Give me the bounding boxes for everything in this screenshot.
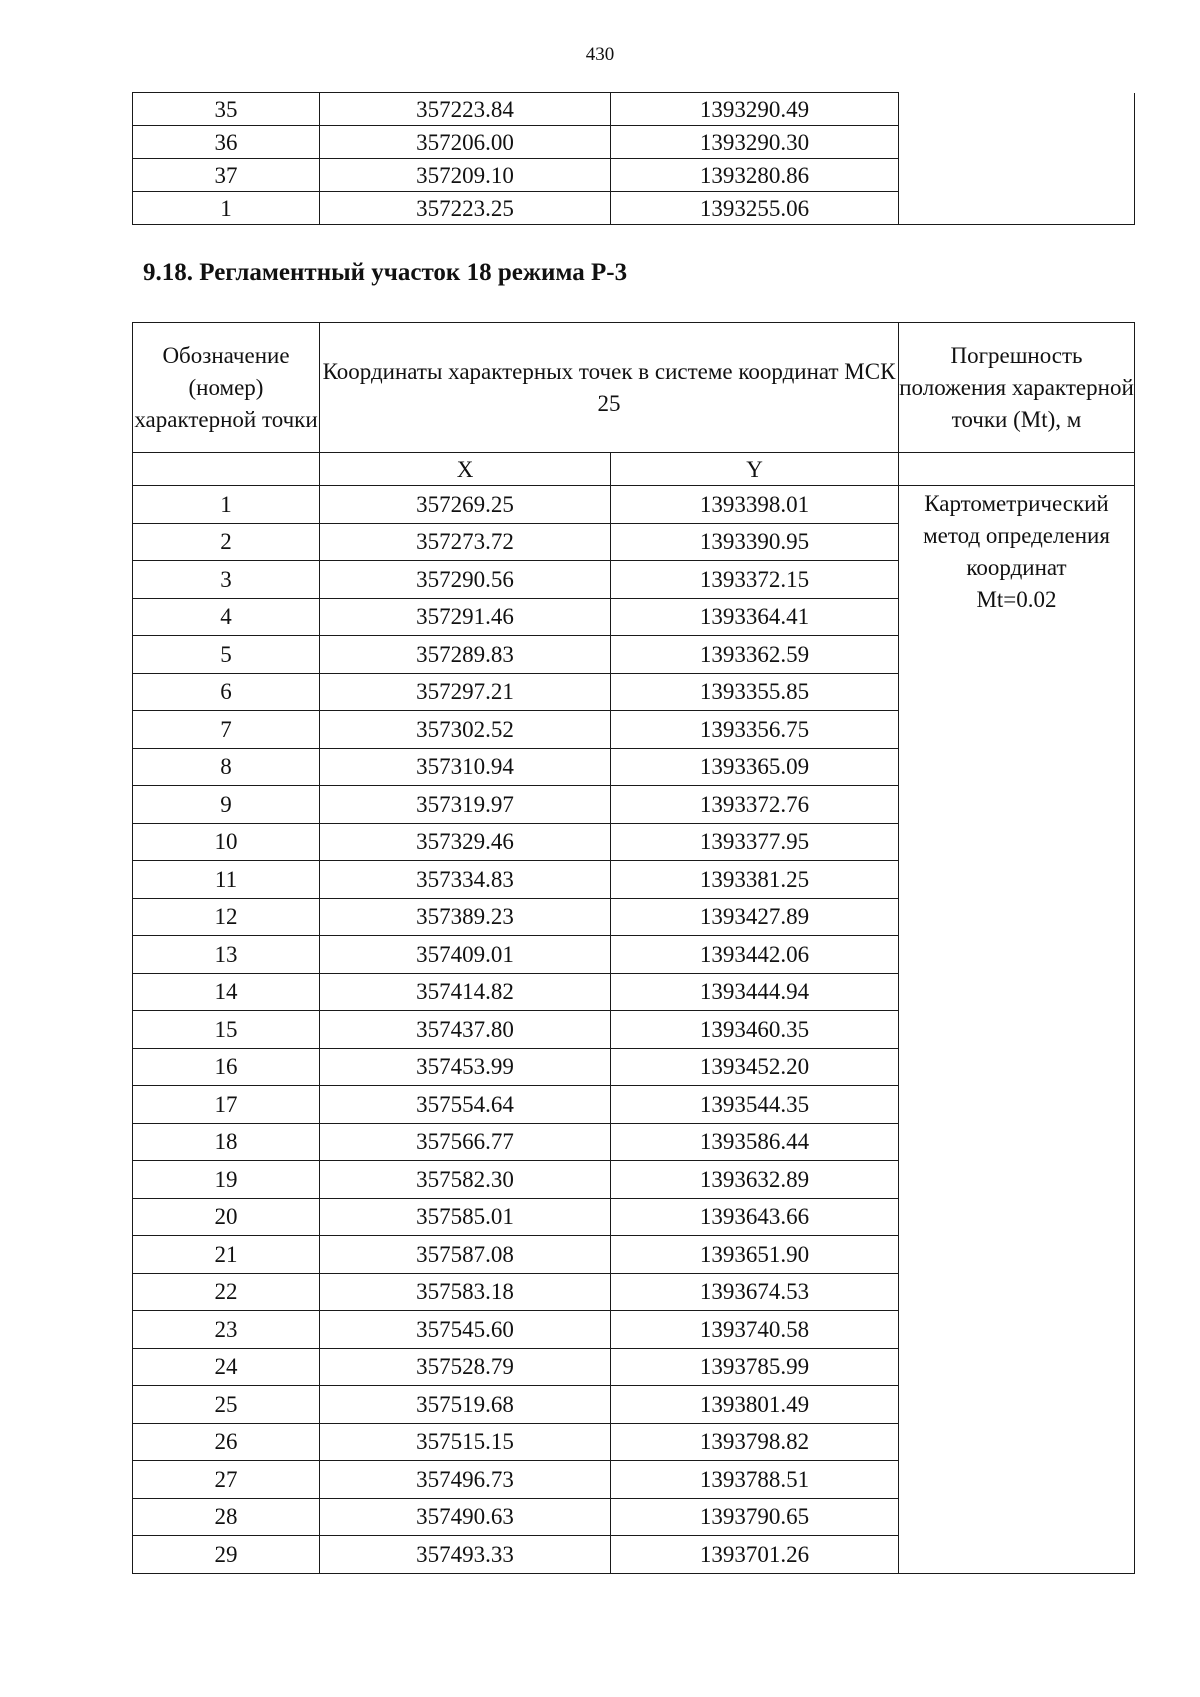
x-coordinate: 357490.63 — [320, 1498, 611, 1536]
x-coordinate: 357291.46 — [320, 598, 611, 636]
y-coordinate: 1393372.76 — [611, 786, 899, 824]
x-coordinate: 357223.25 — [320, 192, 611, 225]
column-y-label: Y — [611, 453, 899, 486]
y-coordinate: 1393544.35 — [611, 1086, 899, 1124]
x-coordinate: 357269.25 — [320, 486, 611, 524]
y-coordinate: 1393356.75 — [611, 711, 899, 749]
y-coordinate: 1393390.95 — [611, 523, 899, 561]
x-coordinate: 357585.01 — [320, 1198, 611, 1236]
y-coordinate: 1393381.25 — [611, 861, 899, 899]
point-number: 14 — [133, 973, 320, 1011]
error-text-line: Картометрический — [924, 491, 1109, 516]
x-coordinate: 357496.73 — [320, 1461, 611, 1499]
x-coordinate: 357566.77 — [320, 1123, 611, 1161]
table-row — [133, 486, 1135, 524]
y-coordinate: 1393801.49 — [611, 1386, 899, 1424]
x-coordinate: 357414.82 — [320, 973, 611, 1011]
y-coordinate: 1393586.44 — [611, 1123, 899, 1161]
x-coordinate: 357290.56 — [320, 561, 611, 599]
point-number: 28 — [133, 1498, 320, 1536]
point-number: 20 — [133, 1198, 320, 1236]
subheader-empty-cell — [133, 453, 320, 486]
y-coordinate: 1393651.90 — [611, 1236, 899, 1274]
point-number: 13 — [133, 936, 320, 974]
error-cell-continued — [899, 93, 1135, 225]
y-coordinate: 1393444.94 — [611, 973, 899, 1011]
point-number: 22 — [133, 1273, 320, 1311]
x-coordinate: 357519.68 — [320, 1386, 611, 1424]
point-number: 37 — [133, 159, 320, 192]
section-heading: 9.18. Регламентный участок 18 режима Р-3 — [143, 259, 628, 286]
x-coordinate: 357583.18 — [320, 1273, 611, 1311]
point-number: 29 — [133, 1536, 320, 1574]
table-subheader-row — [133, 453, 1135, 486]
y-coordinate: 1393255.06 — [611, 192, 899, 225]
x-coordinate: 357587.08 — [320, 1236, 611, 1274]
subheader-empty-cell — [899, 453, 1135, 486]
point-number: 17 — [133, 1086, 320, 1124]
x-coordinate: 357329.46 — [320, 823, 611, 861]
continued-coordinates-table — [132, 92, 1135, 225]
x-coordinate: 357206.00 — [320, 126, 611, 159]
y-coordinate: 1393785.99 — [611, 1348, 899, 1386]
point-number: 16 — [133, 1048, 320, 1086]
y-coordinate: 1393280.86 — [611, 159, 899, 192]
x-coordinate: 357515.15 — [320, 1423, 611, 1461]
y-coordinate: 1393398.01 — [611, 486, 899, 524]
y-coordinate: 1393788.51 — [611, 1461, 899, 1499]
x-coordinate: 357297.21 — [320, 673, 611, 711]
error-text-line: Mt=0.02 — [976, 587, 1057, 612]
y-coordinate: 1393460.35 — [611, 1011, 899, 1049]
point-number: 6 — [133, 673, 320, 711]
point-number: 23 — [133, 1311, 320, 1349]
header-point-designation: Обозначение (номер) характерной точки — [133, 323, 320, 453]
y-coordinate: 1393674.53 — [611, 1273, 899, 1311]
point-number: 24 — [133, 1348, 320, 1386]
point-number: 10 — [133, 823, 320, 861]
point-number: 9 — [133, 786, 320, 824]
point-number: 12 — [133, 898, 320, 936]
x-coordinate: 357302.52 — [320, 711, 611, 749]
error-text-line: метод определения — [923, 523, 1110, 548]
y-coordinate: 1393790.65 — [611, 1498, 899, 1536]
x-coordinate: 357528.79 — [320, 1348, 611, 1386]
y-coordinate: 1393355.85 — [611, 673, 899, 711]
point-number: 1 — [133, 486, 320, 524]
y-coordinate: 1393365.09 — [611, 748, 899, 786]
point-number: 21 — [133, 1236, 320, 1274]
y-coordinate: 1393372.15 — [611, 561, 899, 599]
x-coordinate: 357273.72 — [320, 523, 611, 561]
x-coordinate: 357409.01 — [320, 936, 611, 974]
header-position-error: Погрешность положения характерной точки (Mt), м — [899, 323, 1135, 453]
point-number: 5 — [133, 636, 320, 674]
y-coordinate: 1393427.89 — [611, 898, 899, 936]
x-coordinate: 357545.60 — [320, 1311, 611, 1349]
y-coordinate: 1393740.58 — [611, 1311, 899, 1349]
y-coordinate: 1393290.30 — [611, 126, 899, 159]
x-coordinate: 357319.97 — [320, 786, 611, 824]
point-number: 25 — [133, 1386, 320, 1424]
table-row — [133, 93, 1135, 126]
point-number: 26 — [133, 1423, 320, 1461]
x-coordinate: 357310.94 — [320, 748, 611, 786]
error-text-line: координат — [966, 555, 1067, 580]
point-number: 1 — [133, 192, 320, 225]
point-number: 27 — [133, 1461, 320, 1499]
y-coordinate: 1393377.95 — [611, 823, 899, 861]
point-number: 8 — [133, 748, 320, 786]
x-coordinate: 357389.23 — [320, 898, 611, 936]
y-coordinate: 1393290.49 — [611, 93, 899, 126]
x-coordinate: 357209.10 — [320, 159, 611, 192]
point-number: 18 — [133, 1123, 320, 1161]
y-coordinate: 1393362.59 — [611, 636, 899, 674]
x-coordinate: 357334.83 — [320, 861, 611, 899]
y-coordinate: 1393442.06 — [611, 936, 899, 974]
point-number: 35 — [133, 93, 320, 126]
y-coordinate: 1393643.66 — [611, 1198, 899, 1236]
point-number: 3 — [133, 561, 320, 599]
x-coordinate: 357289.83 — [320, 636, 611, 674]
point-number: 11 — [133, 861, 320, 899]
y-coordinate: 1393701.26 — [611, 1536, 899, 1574]
x-coordinate: 357554.64 — [320, 1086, 611, 1124]
point-number: 7 — [133, 711, 320, 749]
y-coordinate: 1393798.82 — [611, 1423, 899, 1461]
point-number: 15 — [133, 1011, 320, 1049]
point-number: 4 — [133, 598, 320, 636]
position-error-cell — [899, 486, 1135, 1574]
point-number: 19 — [133, 1161, 320, 1199]
header-coordinates: Координаты характерных точек в системе координат МСК 25 — [320, 323, 899, 453]
point-number: 36 — [133, 126, 320, 159]
point-number: 2 — [133, 523, 320, 561]
x-coordinate: 357437.80 — [320, 1011, 611, 1049]
y-coordinate: 1393364.41 — [611, 598, 899, 636]
x-coordinate: 357223.84 — [320, 93, 611, 126]
x-coordinate: 357493.33 — [320, 1536, 611, 1574]
y-coordinate: 1393452.20 — [611, 1048, 899, 1086]
page-number: 430 — [585, 44, 615, 65]
coordinates-table — [132, 322, 1135, 1574]
x-coordinate: 357453.99 — [320, 1048, 611, 1086]
x-coordinate: 357582.30 — [320, 1161, 611, 1199]
y-coordinate: 1393632.89 — [611, 1161, 899, 1199]
column-x-label: X — [320, 453, 611, 486]
table-header-row — [133, 323, 1135, 453]
